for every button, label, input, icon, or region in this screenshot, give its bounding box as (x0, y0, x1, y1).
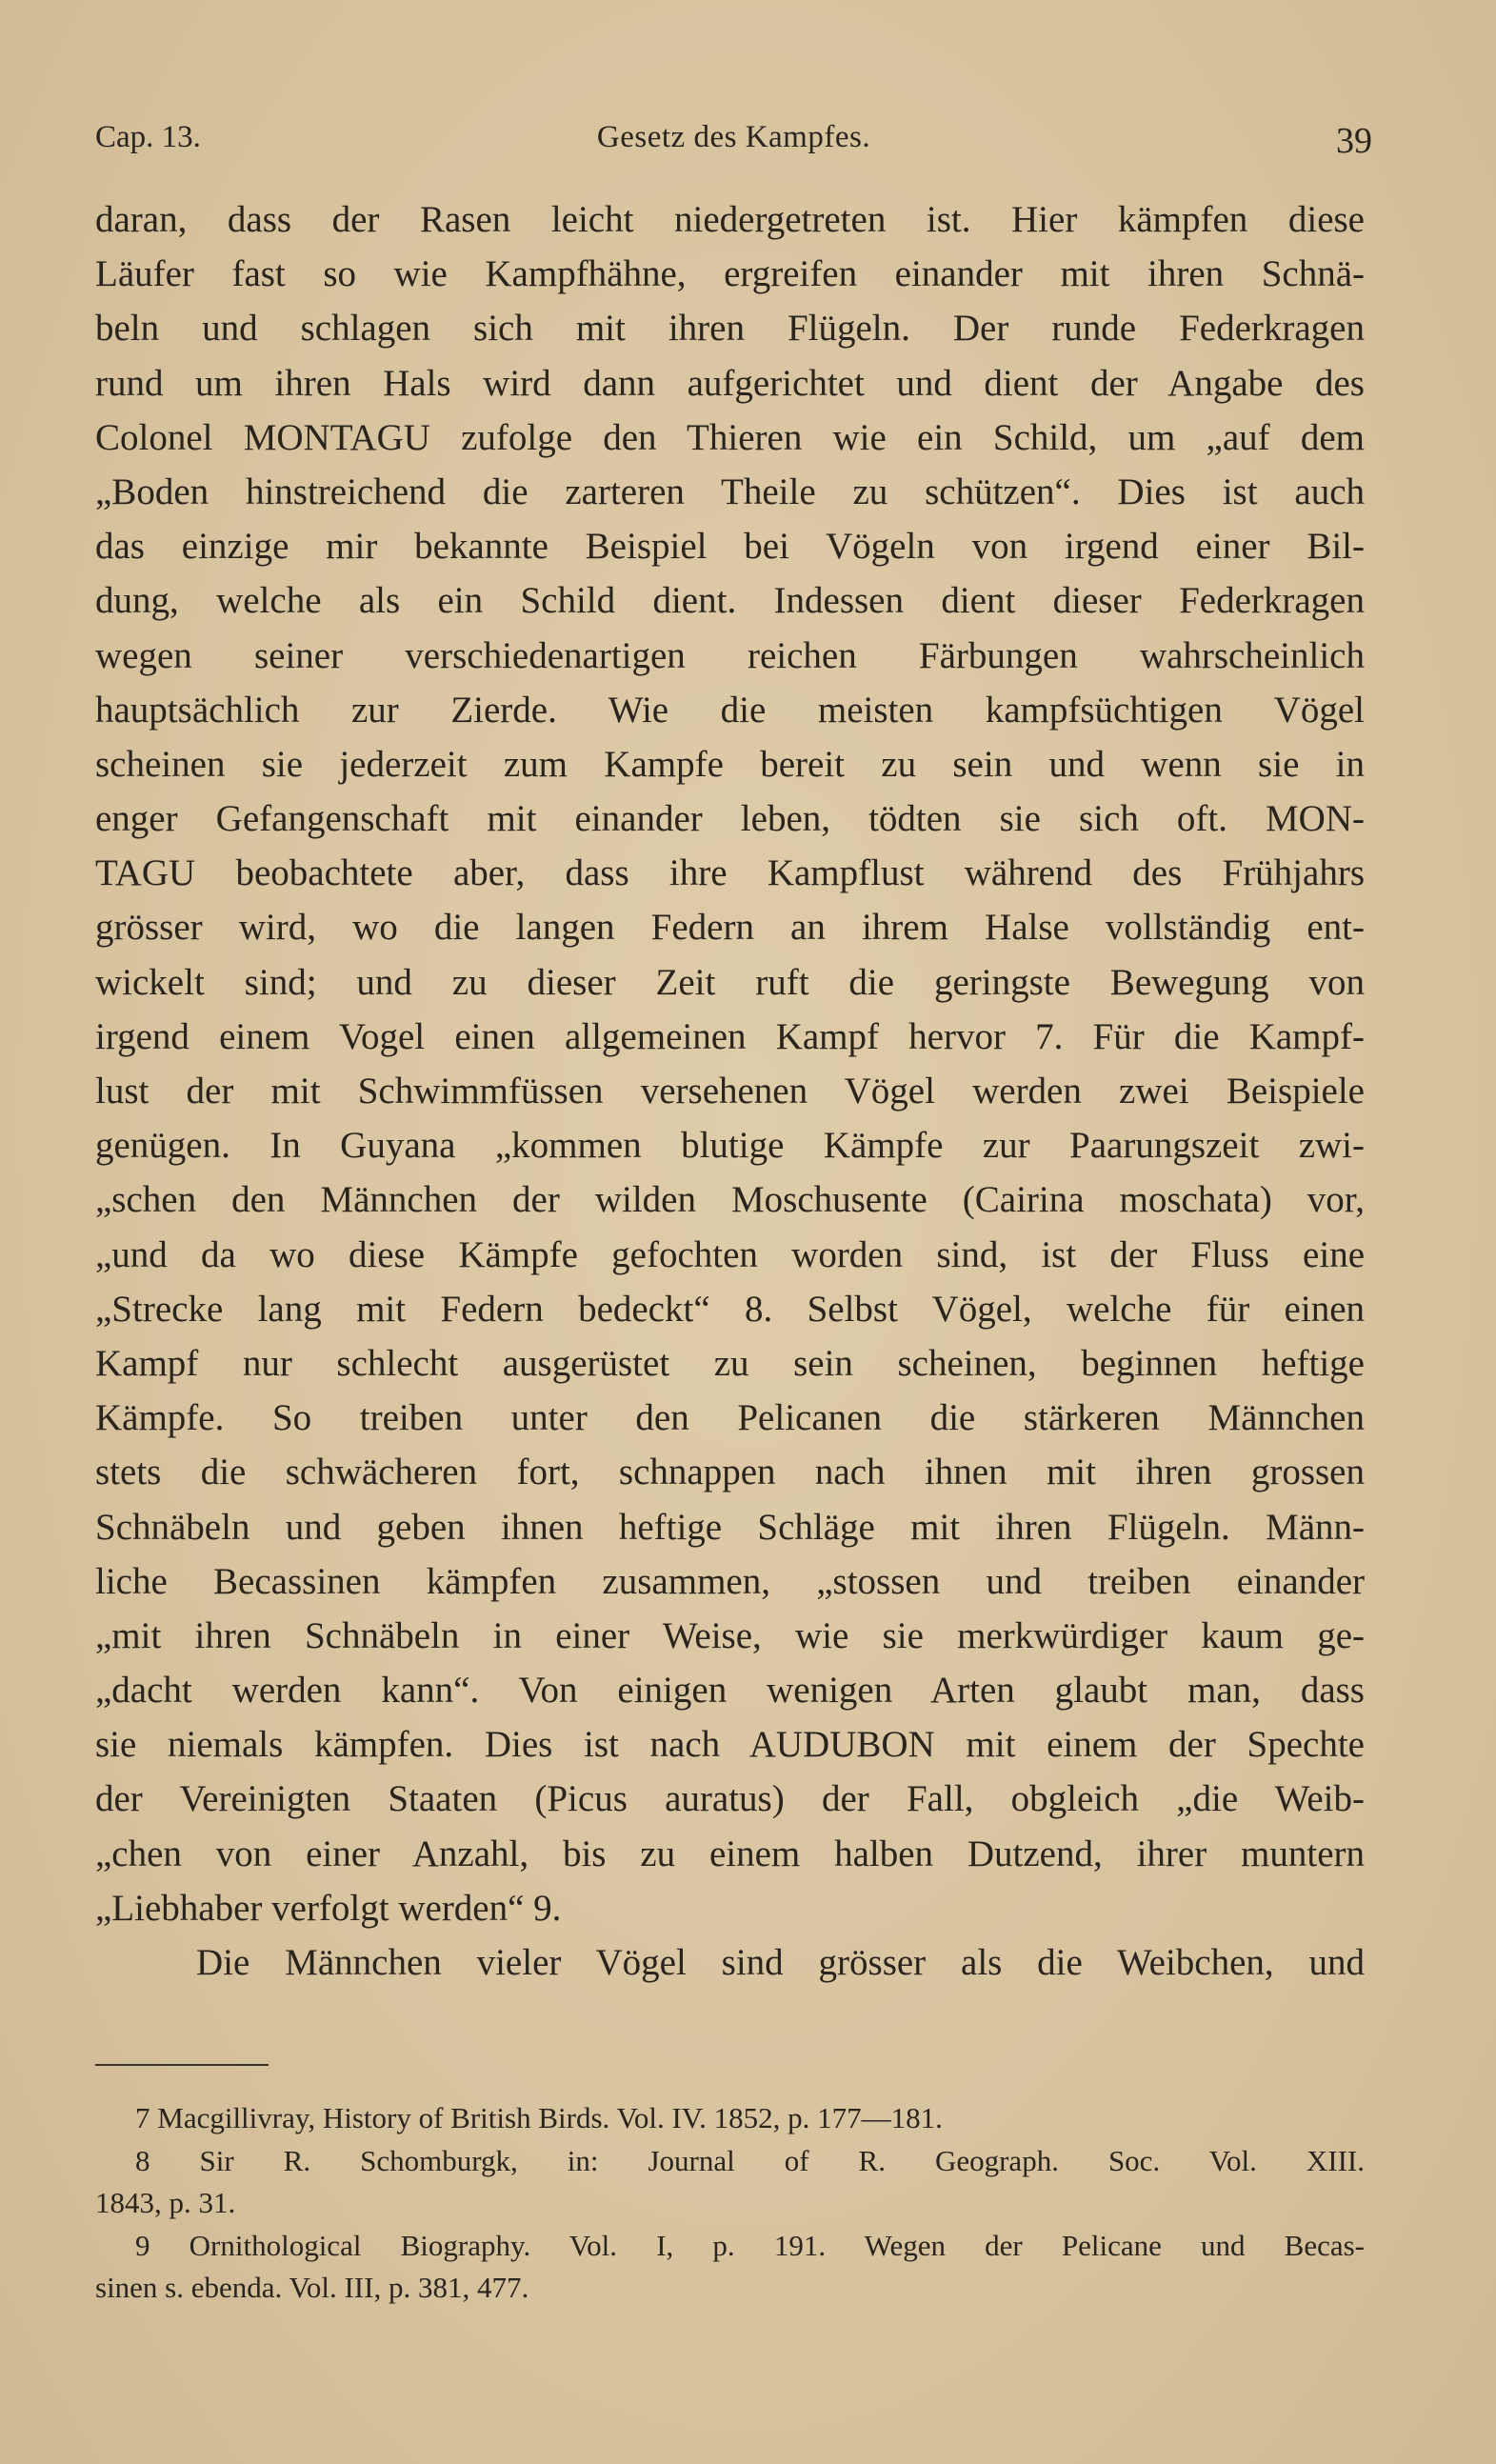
running-header (95, 120, 1372, 168)
running-title: Gesetz des Kampfes. (596, 120, 871, 154)
text-line: irgend einem Vogel einen allgemeinen Kampf hervor 7. Für die Kampf- (95, 1015, 1365, 1057)
text-line: „schen den Männchen der wilden Moschusente (Cairina moschata) vor, (95, 1179, 1365, 1221)
text-line: „mit ihren Schnäbeln in einer Weise, wie sie merkwürdiger kaum ge- (95, 1614, 1365, 1656)
text-line: Läufer fast so wie Kampfhähne, ergreifen einander mit ihren Schnä- (95, 253, 1365, 295)
text-line: genügen. In Guyana „kommen blutige Kämpfe zur Paarungszeit zwi- (95, 1125, 1365, 1167)
text-line: Kampf nur schlecht ausgerüstet zu sein scheinen, beginnen heftige (95, 1342, 1365, 1384)
footnote-divider (95, 2064, 269, 2066)
footnote: 8 Sir R. Schomburgk, in: Journal of R. Geograph. Soc. Vol. XIII. (135, 2143, 1365, 2177)
text-line: „Boden hinstreichend die zarteren Theile zu schützen“. Dies ist auch (95, 471, 1365, 512)
text-line: Schnäbeln und geben ihnen heftige Schläge mit ihren Flügeln. Männ- (95, 1506, 1365, 1548)
text-line: das einzige mir bekannte Beispiel bei Vögeln von irgend einer Bil- (95, 526, 1365, 568)
text-line: grösser wird, wo die langen Federn an ihrem Halse vollständig ent- (95, 907, 1365, 949)
text-line: daran, dass der Rasen leicht niedergetreten ist. Hier kämpfen diese (95, 199, 1365, 240)
text-line: „Liebhaber verfolgt werden“ 9. (95, 1887, 562, 1929)
footnote: 7 Macgillivray, History of British Birds. Vol. IV. 1852, p. 177—181. (135, 2101, 943, 2134)
footnote-continuation: sinen s. ebenda. Vol. III, p. 381, 477. (95, 2271, 529, 2304)
text-line: TAGU beobachtete aber, dass ihre Kampflust während des Frühjahrs (95, 852, 1365, 894)
text-line: beln und schlagen sich mit ihren Flügeln. Der runde Federkragen (95, 308, 1365, 350)
text-line: „Strecke lang mit Federn bedeckt“ 8. Selbst Vögel, welche für einen (95, 1288, 1365, 1330)
text-line: dung, welche als ein Schild dient. Indessen dient dieser Federkragen (95, 580, 1365, 622)
footnote-continuation: 1843, p. 31. (95, 2186, 236, 2219)
text-line: Colonel MONTAGU zufolge den Thieren wie ein Schild, um „auf dem (95, 416, 1365, 458)
footnotes (95, 2097, 1365, 2310)
text-line: wegen seiner verschiedenartigen reichen Färbungen wahrscheinlich (95, 634, 1365, 676)
text-line: der Vereinigten Staaten (Picus auratus) der Fall, obgleich „die Weib- (95, 1778, 1365, 1820)
footnote: 9 Ornithological Biography. Vol. I, p. 191. Wegen der Pelicane und Becas- (135, 2228, 1365, 2262)
chapter-label: Cap. 13. (95, 120, 201, 154)
page-number: 39 (1336, 121, 1372, 161)
text-line: scheinen sie jederzeit zum Kampfe bereit zu sein und wenn sie in (95, 743, 1365, 785)
text-line: Kämpfe. So treiben unter den Pelicanen die stärkeren Männchen (95, 1397, 1365, 1439)
text-line: „chen von einer Anzahl, bis zu einem halben Dutzend, ihrer muntern (95, 1833, 1365, 1874)
text-line: stets die schwächeren fort, schnappen nach ihnen mit ihren grossen (95, 1452, 1365, 1493)
text-line: „dacht werden kann“. Von einigen wenigen Arten glaubt man, dass (95, 1670, 1365, 1712)
body-text (95, 192, 1365, 1990)
text-line: „und da wo diese Kämpfe gefochten worden sind, ist der Fluss eine (95, 1233, 1365, 1275)
text-line: rund um ihren Hals wird dann aufgerichtet und dient der Angabe des (95, 362, 1365, 404)
text-line: Die Männchen vieler Vögel sind grösser als die Weibchen, und (196, 1942, 1365, 1983)
text-line: sie niemals kämpfen. Dies ist nach AUDUBON mit einem der Spechte (95, 1724, 1365, 1766)
text-line: hauptsächlich zur Zierde. Wie die meisten kampfsüchtigen Vögel (95, 689, 1365, 731)
text-line: wickelt sind; und zu dieser Zeit ruft die geringste Bewegung von (95, 961, 1365, 1003)
text-line: lust der mit Schwimmfüssen versehenen Vögel werden zwei Beispiele (95, 1071, 1365, 1112)
text-line: enger Gefangenschaft mit einander leben, tödten sie sich oft. MON- (95, 798, 1365, 840)
text-line: liche Becassinen kämpfen zusammen, „stossen und treiben einander (95, 1560, 1365, 1602)
